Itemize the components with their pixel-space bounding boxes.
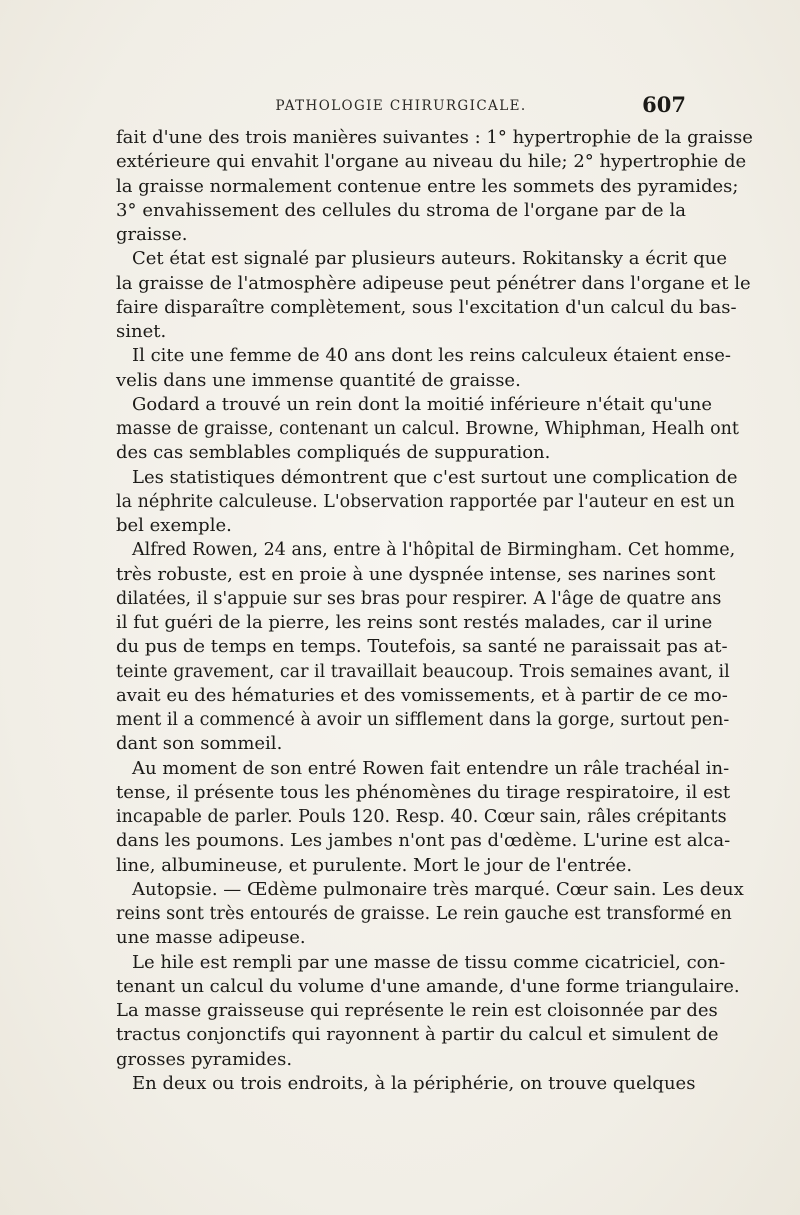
text-line: velis dans une immense quantité de graisse.	[116, 369, 521, 391]
text-line: Alfred Rowen, 24 ans, entre à l'hôpital de Birmingham. Cet homme,	[132, 540, 736, 561]
text-line: line, albumineuse, et purulente. Mort le jour de l'entrée.	[116, 854, 633, 876]
text-line: sinet.	[116, 321, 167, 342]
text-line: tenant un calcul du volume d'une amande, d'une forme triangulaire.	[116, 975, 740, 997]
text-line: ment il a commencé à avoir un sifflement dans la gorge, surtout pen-	[116, 710, 730, 730]
text-line: très robuste, est en proie à une dyspnée intense, ses narines sont	[116, 563, 716, 585]
text-line: Au moment de son entré Rowen fait entendre un râle trachéal in-	[132, 757, 730, 779]
page-number: 607	[642, 92, 686, 117]
text-line: tense, il présente tous les phénomènes du tirage respiratoire, il est	[116, 781, 731, 803]
text-line: La masse graisseuse qui représente le rein est cloisonnée par des	[116, 1000, 718, 1021]
text-line: reins sont très entourés de graisse. Le rein gauche est transformé en	[116, 904, 732, 924]
text-line: faire disparaître complètement, sous l'excitation d'un calcul du bas-	[116, 296, 737, 318]
text-line: Cet état est signalé par plusieurs auteurs. Rokitansky a écrit que	[132, 248, 728, 270]
running-head	[116, 92, 686, 122]
text-line: extérieure qui envahit l'organe au niveau du hile; 2° hypertrophie de	[116, 151, 747, 173]
text-line: Les statistiques démontrent que c'est surtout une complication de	[132, 466, 738, 488]
text-line: une masse adipeuse.	[116, 927, 306, 949]
text-line: tractus conjonctifs qui rayonnent à partir du calcul et simulent de	[116, 1024, 719, 1046]
text-line: bel exemple.	[116, 515, 232, 536]
text-line: dilatées, il s'appuie sur ses bras pour respirer. A l'âge de quatre ans	[116, 588, 722, 609]
text-line: Autopsie. — Œdème pulmonaire très marqué. Cœur sain. Les deux	[132, 878, 744, 900]
text-line: teinte gravement, car il travaillait beaucoup. Trois semaines avant, il	[116, 661, 730, 682]
text-line: dant son sommeil.	[116, 733, 283, 755]
text-line: Il cite une femme de 40 ans dont les reins calculeux étaient ense-	[132, 345, 731, 367]
text-line: avait eu des hématuries et des vomissements, et à partir de ce mo-	[116, 684, 728, 706]
text-line: des cas semblables compliqués de suppuration.	[116, 442, 551, 464]
text-line: masse de graisse, contenant un calcul. Browne, Whiphman, Healh ont	[116, 419, 739, 439]
text-line: la néphrite calculeuse. L'observation rapportée par l'auteur en est un	[116, 491, 735, 512]
text-line: dans les poumons. Les jambes n'ont pas d'œdème. L'urine est alca-	[116, 830, 731, 852]
text-line: En deux ou trois endroits, à la périphérie, on trouve quelques	[132, 1072, 696, 1094]
text-line: Godard a trouvé un rein dont la moitié inférieure n'était qu'une	[132, 393, 712, 415]
text-line: graisse.	[116, 224, 188, 245]
text-line: grosses pyramides.	[116, 1048, 293, 1070]
text-line: Le hile est rempli par une masse de tissu comme cicatriciel, con-	[132, 951, 726, 973]
text-line: 3° envahissement des cellules du stroma de l'organe par de la	[116, 199, 686, 221]
text-line: la graisse normalement contenue entre les sommets des pyramides;	[116, 175, 739, 197]
running-title: PATHOLOGIE CHIRURGICALE.	[275, 98, 527, 114]
text-line: incapable de parler. Pouls 120. Resp. 40. Cœur sain, râles crépitants	[116, 807, 727, 827]
text-line: fait d'une des trois manières suivantes : 1° hypertrophie de la graisse	[116, 127, 753, 148]
text-line: la graisse de l'atmosphère adipeuse peut pénétrer dans l'organe et le	[116, 272, 751, 294]
body-text	[116, 126, 753, 1096]
text-line: il fut guéri de la pierre, les reins sont restés malades, car il urine	[116, 612, 713, 633]
text-line: du pus de temps en temps. Toutefois, sa santé ne paraissait pas at-	[116, 636, 728, 658]
